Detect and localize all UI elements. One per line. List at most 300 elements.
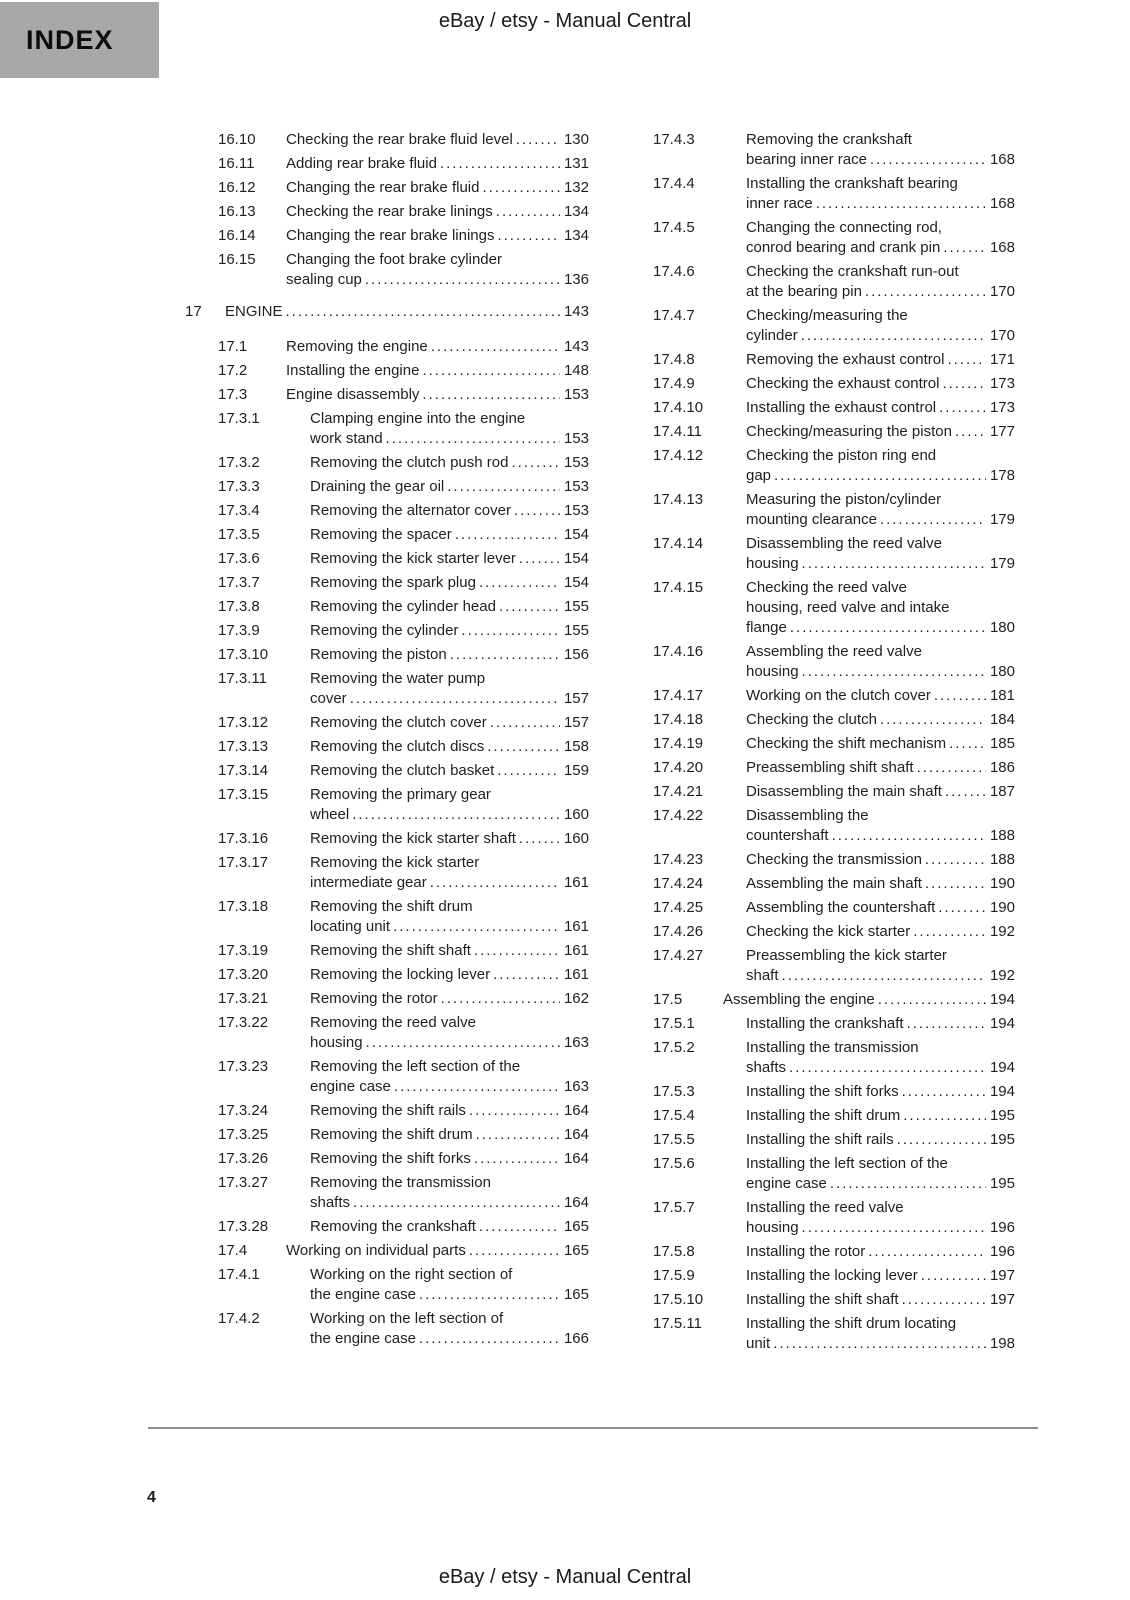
entry-title-text: cylinder — [746, 327, 798, 344]
toc-column-left — [185, 130, 589, 1353]
dot-leader — [366, 1033, 560, 1053]
entry-number: 17.3.12 — [218, 714, 269, 731]
entry-number: 17.3.24 — [218, 1102, 269, 1119]
toc-entry — [185, 409, 589, 449]
dot-leader — [497, 226, 560, 246]
entry-title-text: Removing the exhaust control — [746, 351, 945, 368]
entry-title-text: Engine disassembly — [286, 386, 420, 403]
entry-number: 17.3.18 — [218, 898, 269, 915]
toc-entry — [185, 645, 589, 665]
entry-page-ref: 184 — [989, 711, 1015, 728]
entry-title-lastline — [310, 689, 589, 709]
entry-page-ref: 195 — [989, 1131, 1015, 1148]
dot-leader — [440, 154, 560, 174]
entry-body — [310, 761, 589, 781]
entry-number: 17.4.19 — [653, 735, 704, 752]
entry-page-ref: 168 — [989, 195, 1015, 212]
toc-entry — [185, 154, 589, 174]
toc-entry — [653, 874, 1015, 894]
entry-body — [746, 490, 1015, 530]
toc-entry — [653, 1082, 1015, 1102]
entry-number: 17.1 — [218, 338, 248, 355]
dot-leader — [441, 989, 560, 1009]
entry-title-text: Installing the shift rails — [746, 1131, 894, 1148]
entry-title-text: Checking the shift mechanism — [746, 735, 947, 752]
entry-title-lastline — [310, 713, 589, 733]
entry-page-ref: 166 — [563, 1330, 589, 1347]
toc-entry — [185, 785, 589, 825]
dot-leader — [945, 782, 986, 802]
entry-title-lastline — [310, 917, 589, 937]
entry-body — [723, 990, 1015, 1010]
entry-title-lastline — [310, 429, 589, 449]
dot-leader — [902, 1082, 986, 1102]
entry-number: 17.4.18 — [653, 711, 704, 728]
entry-body — [310, 453, 589, 473]
entry-page-ref: 154 — [563, 526, 589, 543]
entry-number: 17.3.14 — [218, 762, 269, 779]
entry-number: 17.4.21 — [653, 783, 704, 800]
entry-page-ref: 164 — [563, 1102, 589, 1119]
entry-body — [746, 782, 1015, 802]
entry-title-text: Removing the clutch cover — [310, 714, 487, 731]
entry-title-lastline — [310, 805, 589, 825]
entry-number: 17.3.20 — [218, 966, 269, 983]
entry-title-lastline — [746, 1058, 1015, 1078]
entry-page-ref: 134 — [563, 227, 589, 244]
entry-title-lastline — [746, 734, 1015, 754]
entry-body — [310, 477, 589, 497]
entry-title-lastline — [225, 302, 589, 322]
dot-leader — [461, 621, 560, 641]
toc-entry — [185, 477, 589, 497]
dot-leader — [519, 829, 560, 849]
dot-leader — [790, 618, 986, 638]
dot-leader — [801, 326, 986, 346]
entry-title-text: Installing the shift shaft — [746, 1291, 899, 1308]
entry-page-ref: 168 — [989, 239, 1015, 256]
entry-body — [746, 1082, 1015, 1102]
entry-title-text: countershaft — [746, 827, 829, 844]
entry-page-ref: 190 — [989, 899, 1015, 916]
entry-number: 17.3.7 — [218, 574, 260, 591]
entry-body — [746, 446, 1015, 486]
dot-leader — [897, 1130, 986, 1150]
dot-leader — [925, 850, 986, 870]
toc-entry — [653, 1154, 1015, 1194]
entry-body — [746, 946, 1015, 986]
entry-page-ref: 177 — [989, 423, 1015, 440]
dot-leader — [802, 1218, 986, 1238]
entry-title-lastline — [746, 466, 1015, 486]
entry-page-ref: 132 — [563, 179, 589, 196]
entry-title-text: wheel — [310, 806, 350, 823]
entry-page-ref: 153 — [563, 386, 589, 403]
entry-title-lastline — [310, 873, 589, 893]
entry-number: 17.3.4 — [218, 502, 260, 519]
entry-title-text: sealing cup — [286, 271, 362, 288]
entry-number: 16.10 — [218, 131, 256, 148]
dot-leader — [386, 429, 560, 449]
page-footer-title: eBay / etsy - Manual Central — [438, 1566, 692, 1588]
entry-title-text: Installing the locking lever — [746, 1267, 918, 1284]
entry-title-lastline — [746, 1014, 1015, 1034]
dot-leader — [365, 270, 560, 290]
dot-leader — [878, 990, 986, 1010]
entry-title-text: Checking the rear brake fluid level — [286, 131, 513, 148]
dot-leader — [773, 1334, 986, 1354]
toc-entry — [185, 361, 589, 381]
dot-leader — [907, 1014, 986, 1034]
toc-entry — [185, 250, 589, 290]
entry-title-text: housing — [746, 555, 799, 572]
entry-number: 17.4.8 — [653, 351, 695, 368]
toc-entry — [185, 573, 589, 593]
dot-leader — [942, 374, 986, 394]
dot-leader — [430, 873, 560, 893]
entry-title-text: work stand — [310, 430, 383, 447]
dot-leader — [830, 1174, 986, 1194]
entry-page-ref: 165 — [563, 1242, 589, 1259]
index-label-text: INDEX — [26, 24, 114, 55]
entry-title-text: Installing the shift drum — [746, 1107, 901, 1124]
dot-leader — [519, 549, 560, 569]
entry-number: 17.3.15 — [218, 786, 269, 803]
entry-body — [746, 374, 1015, 394]
dot-leader — [474, 941, 560, 961]
entry-page-ref: 164 — [563, 1194, 589, 1211]
entry-title-text: Installing the engine — [286, 362, 420, 379]
entry-page-ref: 197 — [989, 1267, 1015, 1284]
dot-leader — [394, 1077, 560, 1097]
entry-page-ref: 165 — [563, 1218, 589, 1235]
entry-title-lastline — [746, 422, 1015, 442]
entry-body — [746, 806, 1015, 846]
entry-body — [286, 385, 589, 405]
entry-body — [746, 1290, 1015, 1310]
entry-title-line: Removing the left section of the — [310, 1058, 521, 1075]
entry-page-ref: 148 — [563, 362, 589, 379]
dot-leader — [476, 1125, 560, 1145]
entry-title-text: the engine case — [310, 1330, 416, 1347]
toc-entry — [185, 385, 589, 405]
entry-title-lastline — [286, 202, 589, 222]
entry-title-lastline — [746, 922, 1015, 942]
entry-title-lastline — [310, 621, 589, 641]
entry-title-lastline — [746, 1290, 1015, 1310]
toc-entry — [653, 130, 1015, 170]
toc-entry — [185, 453, 589, 473]
entry-body — [310, 645, 589, 665]
dot-leader — [947, 350, 986, 370]
entry-page-ref: 173 — [989, 375, 1015, 392]
entry-page-ref: 197 — [989, 1291, 1015, 1308]
entry-title-text: Removing the rotor — [310, 990, 438, 1007]
dot-leader — [493, 965, 560, 985]
entry-title-lastline — [746, 194, 1015, 214]
entry-title-lastline — [310, 737, 589, 757]
entry-body — [286, 130, 589, 150]
entry-number: 16.14 — [218, 227, 256, 244]
dot-leader — [496, 202, 560, 222]
entry-title-text: Removing the piston — [310, 646, 447, 663]
entry-title-text: shafts — [746, 1059, 787, 1076]
entry-number: 17.4.1 — [218, 1266, 260, 1283]
entry-title-lastline — [310, 1217, 589, 1237]
entry-title-lastline — [286, 361, 589, 381]
entry-title-line: Assembling the reed valve — [746, 643, 922, 660]
entry-page-ref: 195 — [989, 1175, 1015, 1192]
page-header-title: eBay / etsy - Manual Central — [438, 10, 692, 32]
entry-title-text: Removing the kick starter shaft — [310, 830, 516, 847]
entry-body — [746, 1014, 1015, 1034]
entry-title-text: bearing inner race — [746, 151, 867, 168]
entry-number: 17.4.26 — [653, 923, 704, 940]
entry-body — [310, 409, 589, 449]
dot-leader — [447, 477, 560, 497]
entry-number: 17.4.27 — [653, 947, 704, 964]
toc-entry — [185, 1013, 589, 1053]
entry-title-text: Removing the clutch basket — [310, 762, 495, 779]
entry-title-text: Working on the clutch cover — [746, 687, 931, 704]
entry-page-ref: 143 — [563, 303, 589, 320]
entry-body — [746, 1198, 1015, 1238]
entry-title-text: Checking the kick starter — [746, 923, 911, 940]
entry-number: 17.4.24 — [653, 875, 704, 892]
toc-entry — [653, 686, 1015, 706]
entry-title-text: conrod bearing and crank pin — [746, 239, 941, 256]
entry-title-line: Checking the reed valve — [746, 579, 907, 596]
dot-leader — [393, 917, 560, 937]
entry-title-text: Removing the shift rails — [310, 1102, 466, 1119]
entry-page-ref: 170 — [989, 327, 1015, 344]
entry-number: 17.5.5 — [653, 1131, 695, 1148]
toc-entry — [653, 350, 1015, 370]
dot-leader — [921, 1266, 986, 1286]
entry-title-line: Working on the right section of — [310, 1266, 513, 1283]
dot-leader — [802, 662, 986, 682]
toc-entry — [185, 597, 589, 617]
entry-title-text: engine case — [746, 1175, 827, 1192]
entry-title-lastline — [286, 178, 589, 198]
page-number: 4 — [147, 1489, 156, 1506]
toc-entry — [185, 302, 589, 322]
dot-leader — [943, 238, 986, 258]
entry-body — [310, 737, 589, 757]
entry-title-lastline — [746, 618, 1015, 638]
dot-leader — [422, 361, 560, 381]
entry-title-text: Removing the clutch discs — [310, 738, 485, 755]
toc-entry — [653, 534, 1015, 574]
toc-entry — [185, 761, 589, 781]
entry-page-ref: 180 — [989, 663, 1015, 680]
entry-page-ref: 162 — [563, 990, 589, 1007]
dot-leader — [955, 422, 986, 442]
entry-page-ref: 155 — [563, 598, 589, 615]
entry-title-lastline — [746, 554, 1015, 574]
entry-title-line: Installing the crankshaft bearing — [746, 175, 958, 192]
entry-number: 17.3.16 — [218, 830, 269, 847]
entry-number: 17.3.26 — [218, 1150, 269, 1167]
entry-title-lastline — [746, 1130, 1015, 1150]
entry-title-text: unit — [746, 1335, 771, 1352]
entry-body — [746, 422, 1015, 442]
entry-page-ref: 160 — [563, 806, 589, 823]
entry-body — [286, 202, 589, 222]
entry-page-ref: 165 — [563, 1286, 589, 1303]
entry-number: 17.4.9 — [653, 375, 695, 392]
dot-leader — [868, 1242, 986, 1262]
toc-entry — [653, 262, 1015, 302]
dot-leader — [774, 466, 986, 486]
entry-body — [310, 501, 589, 521]
entry-number: 17.5.2 — [653, 1039, 695, 1056]
entry-body — [286, 250, 589, 290]
toc-entry — [185, 713, 589, 733]
entry-title-lastline — [746, 1174, 1015, 1194]
dot-leader — [479, 1217, 560, 1237]
entry-title-lastline — [746, 1334, 1015, 1354]
entry-body — [746, 350, 1015, 370]
entry-body — [746, 1314, 1015, 1354]
entry-number: 17.4.23 — [653, 851, 704, 868]
entry-title-lastline — [310, 549, 589, 569]
entry-body — [310, 1057, 589, 1097]
entry-number: 17.4.6 — [653, 263, 695, 280]
entry-title-line: Measuring the piston/cylinder — [746, 491, 942, 508]
entry-page-ref: 171 — [989, 351, 1015, 368]
dot-leader — [422, 385, 560, 405]
entry-page-ref: 196 — [989, 1219, 1015, 1236]
dot-leader — [870, 150, 986, 170]
entry-title-lastline — [746, 1106, 1015, 1126]
dot-leader — [902, 1290, 986, 1310]
entry-number: 17 — [185, 303, 202, 320]
dot-leader — [925, 874, 986, 894]
entry-title-line: Installing the reed valve — [746, 1199, 904, 1216]
entry-body — [286, 154, 589, 174]
entry-page-ref: 170 — [989, 283, 1015, 300]
entry-page-ref: 153 — [563, 430, 589, 447]
entry-title-text: Removing the cylinder — [310, 622, 459, 639]
entry-title-text: shaft — [746, 967, 779, 984]
entry-body — [746, 710, 1015, 730]
toc-entry — [653, 806, 1015, 846]
entry-title-line: Installing the shift drum locating — [746, 1315, 957, 1332]
entry-body — [746, 218, 1015, 258]
entry-body — [286, 361, 589, 381]
toc-entry — [653, 642, 1015, 682]
entry-title-lastline — [310, 1329, 589, 1349]
dot-leader — [353, 1193, 560, 1213]
entry-page-ref: 163 — [563, 1034, 589, 1051]
entry-number: 16.11 — [218, 155, 255, 172]
entry-number: 17.3.27 — [218, 1174, 269, 1191]
toc-entry — [653, 922, 1015, 942]
toc-entry — [185, 501, 589, 521]
toc-entry — [653, 578, 1015, 638]
entry-number: 17.4.10 — [653, 399, 704, 416]
toc-entry — [653, 990, 1015, 1010]
entry-body — [310, 1309, 589, 1349]
toc-entry — [185, 989, 589, 1009]
entry-page-ref: 192 — [989, 967, 1015, 984]
entry-body — [286, 226, 589, 246]
entry-page-ref: 194 — [989, 1059, 1015, 1076]
toc-entry — [653, 1290, 1015, 1310]
entry-title-text: housing — [746, 663, 799, 680]
entry-title-text: housing — [746, 1219, 799, 1236]
entry-title-lastline — [746, 510, 1015, 530]
entry-page-ref: 195 — [989, 1107, 1015, 1124]
toc-entry — [653, 422, 1015, 442]
entry-page-ref: 154 — [563, 574, 589, 591]
dot-leader — [469, 1101, 560, 1121]
entry-title-lastline — [723, 990, 1015, 1010]
entry-title-lastline — [286, 226, 589, 246]
entry-number: 17.3.9 — [218, 622, 260, 639]
dot-leader — [487, 737, 560, 757]
entry-title-line: Preassembling the kick starter — [746, 947, 947, 964]
entry-number: 17.3.23 — [218, 1058, 269, 1075]
entry-body — [310, 621, 589, 641]
entry-number: 17.3.19 — [218, 942, 269, 959]
entry-page-ref: 164 — [563, 1126, 589, 1143]
entry-title-lastline — [746, 1082, 1015, 1102]
entry-title-text: Removing the shift drum — [310, 1126, 473, 1143]
entry-title-line: Clamping engine into the engine — [310, 410, 526, 427]
entry-title-text: shafts — [310, 1194, 351, 1211]
entry-page-ref: 179 — [989, 555, 1015, 572]
entry-body — [310, 573, 589, 593]
entry-number: 17.4.17 — [653, 687, 704, 704]
entry-title-lastline — [746, 874, 1015, 894]
toc-entry — [653, 446, 1015, 486]
entry-body — [286, 1241, 589, 1261]
dot-leader — [469, 1241, 560, 1261]
entry-title-lastline — [286, 1241, 589, 1261]
entry-page-ref: 158 — [563, 738, 589, 755]
entry-number: 17.4.7 — [653, 307, 695, 324]
toc-entry — [653, 1314, 1015, 1354]
toc-entry — [653, 898, 1015, 918]
entry-body — [746, 306, 1015, 346]
toc-column-right — [653, 130, 1015, 1358]
entry-number: 17.4.3 — [653, 131, 695, 148]
entry-body — [746, 898, 1015, 918]
entry-title-text: Assembling the engine — [723, 991, 875, 1008]
entry-title-lastline — [310, 1033, 589, 1053]
entry-body — [746, 1266, 1015, 1286]
entry-title-text: Checking the clutch — [746, 711, 877, 728]
entry-number: 17.3.21 — [218, 990, 269, 1007]
dot-leader — [352, 805, 560, 825]
toc-entry — [653, 398, 1015, 418]
entry-title-text: Removing the shift forks — [310, 1150, 471, 1167]
entry-title-lastline — [746, 374, 1015, 394]
entry-body — [310, 1101, 589, 1121]
entry-title-lastline — [286, 385, 589, 405]
entry-title-line: housing, reed valve and intake — [746, 599, 950, 616]
entry-title-lastline — [746, 282, 1015, 302]
entry-title-text: the engine case — [310, 1286, 416, 1303]
entry-number: 17.4.2 — [218, 1310, 260, 1327]
toc-entry — [653, 1130, 1015, 1150]
entry-body — [310, 1217, 589, 1237]
entry-title-text: Removing the spark plug — [310, 574, 476, 591]
entry-title-lastline — [310, 1149, 589, 1169]
toc-entry — [185, 1241, 589, 1261]
